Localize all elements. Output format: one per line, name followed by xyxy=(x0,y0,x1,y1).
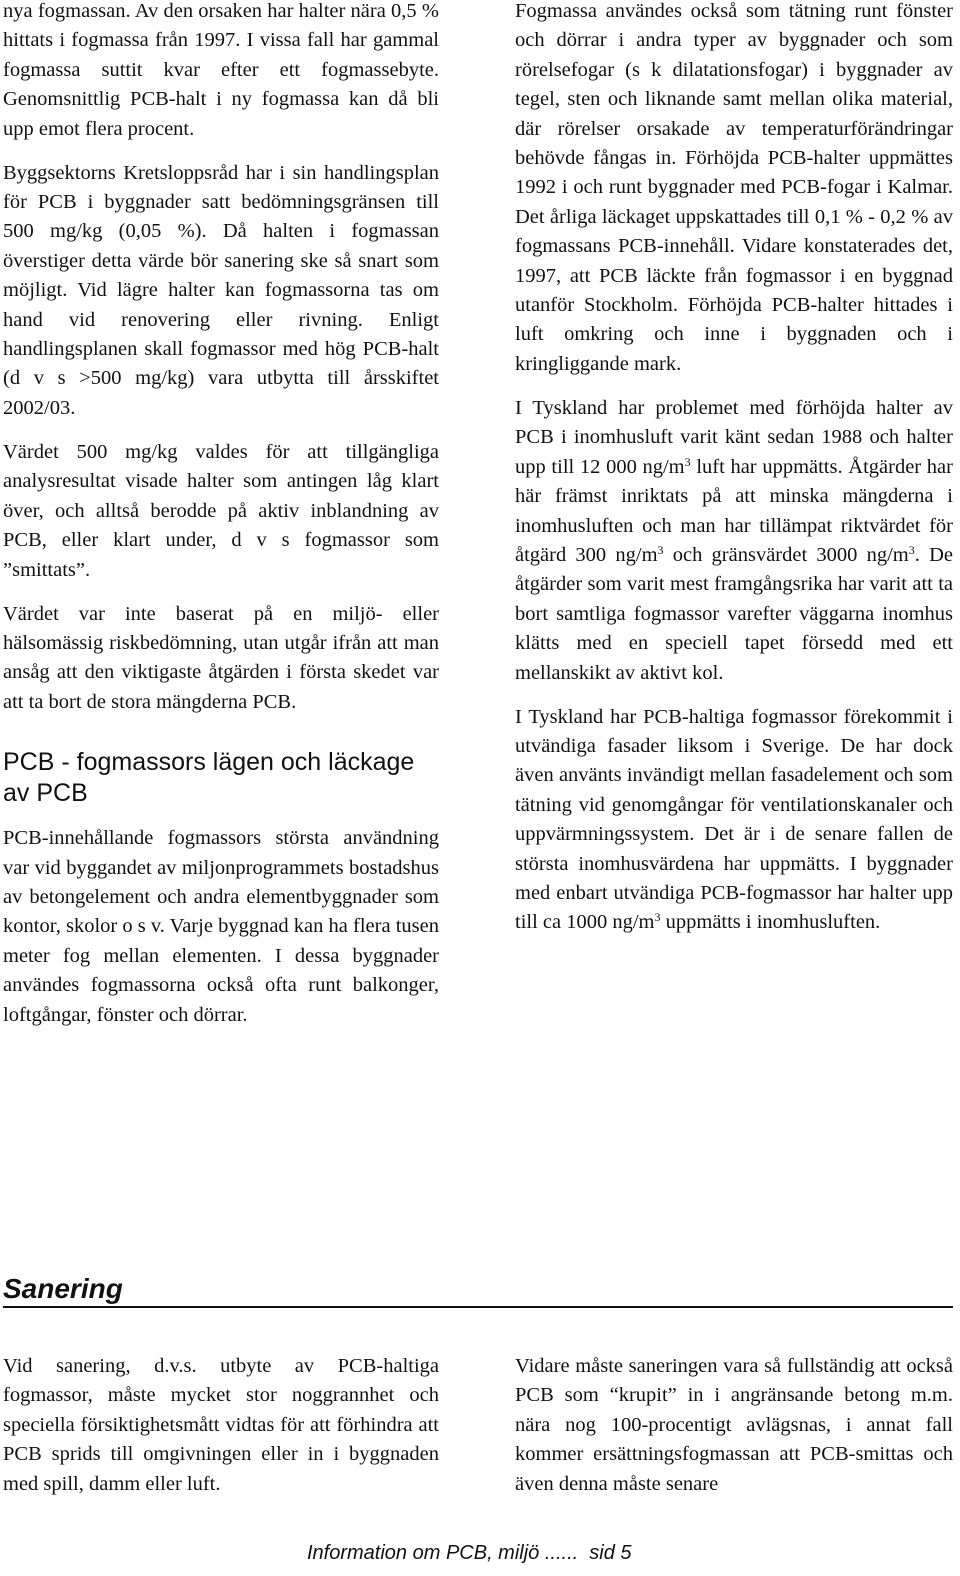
paragraph: Vid sanering, d.v.s. utbyte av PCB-haltiga fogmassor, måste mycket stor noggrannhet och speciella försiktighetsmått vidtas för att förhindra att PCB sprids till omgivningen eller in i byggnaden med spill, damm eller luft. xyxy=(3,1355,439,1495)
text-run: . De åtgärder som varit mest framgångsrika har varit att ta bort samtliga fogmassor varefter väggarna inomhus klätts med en speciell tapet försedd med ett mellanskikt av aktivt kol. xyxy=(515,543,953,684)
paragraph: Värdet 500 mg/kg valdes för att tillgängliga analysresultat visade halter som antingen låg klart över, och alltså berodde på aktiv inblandning av PCB, eller klart under, d v s fogmassor som ”smittats”. xyxy=(3,440,439,581)
paragraph: PCB-innehållande fogmassors största användning var vid byggandet av miljonprogrammets bostadshus av betongelement och andra elementbyggnader som kontor, skolor o s v. Varje byggnad kan ha flera tusen meter fog mellan elementen. I dessa byggnader användes fogmassorna också ofta runt balkonger, loftgångar, fönster och dörrar. xyxy=(3,827,439,1026)
subheading: PCB - fogmassors lägen och läckage av PCB xyxy=(3,748,415,808)
paragraph: Fogmassa användes också som tätning runt fönster och dörrar i andra typer av byggnader och som rörelsefogar (s k dilatationsfogar) i byggnader av tegel, sten och liknande samt mellan olika material, där rörelser orsakade av temperaturförändringar behövde fångas in. Förhöjda PCB-halter uppmättes 1992 i och runt byggnader med PCB-fogar i Kalmar. Det årliga läckaget uppskattades till 0,1 % - 0,2 % av fogmassans PCB-innehåll. Vidare konstaterades det, 1997, att PCB läckte från fogmassor i en byggnad utanför Stockholm. Förhöjda PCB-halter hittades i luft omkring och inne i byggnaden och i kringliggande mark. xyxy=(515,0,953,375)
superscript: 3 xyxy=(908,542,915,557)
paragraph: nya fogmassan. Av den orsaken har halter nära 0,5 % hittats i fogmassa från 1997. I vissa fall har gammal fogmassa suttit kvar efter ett fogmassebyte. Genomsnittlig PCB-halt i ny fogmassa kan då bli upp emot flera procent. xyxy=(3,0,439,140)
section-left-column xyxy=(3,1352,439,1499)
text-run: I Tyskland har problemet med förhöjda halter av PCB i inomhusluft varit känt sedan 1988 och halter upp till 12 000 ng/m xyxy=(515,396,953,478)
section-heading: Sanering xyxy=(3,1273,123,1304)
paragraph: Vidare måste saneringen vara så fullständig att också PCB som “krupit” in i angränsande betong m.m. nära nog 100-procentigt avlägsnas, i annat fall kommer ersättningsfogmassan att PCB-smittas och även denna måste senare xyxy=(515,1355,953,1495)
superscript: 3 xyxy=(654,910,661,925)
section-right-column xyxy=(515,1352,953,1499)
superscript: 3 xyxy=(684,454,691,469)
superscript: 3 xyxy=(657,542,664,557)
left-column xyxy=(3,0,439,1030)
text-run: I Tyskland har PCB-haltiga fogmassor förekommit i utvändiga fasader liksom i Sverige. De har dock även använts invändigt mellan fasadelement och som tätning vid genomgångar för ventilationskanaler och uppvärmningssystem. Det är i de senare fallen de största inomhusvärdena har uppmätts. I byggnader med enbart utvändiga PCB-fogmassor har halter upp till ca 1000 ng/m xyxy=(515,705,953,934)
section-heading-rule xyxy=(3,1272,953,1308)
text-run: luft har uppmätts. Åtgärder har här främst inriktats på att minska mängderna i inomhusluften och man har tillämpat riktvärdet för åtgärd 300 ng/m xyxy=(515,455,953,566)
right-column xyxy=(515,0,953,938)
page-footer: Information om PCB, miljö ...... sid 5 xyxy=(307,1542,632,1564)
paragraph xyxy=(515,703,953,938)
paragraph: Byggsektorns Kretsloppsråd har i sin handlingsplan för PCB i byggnader satt bedömningsgränsen till 500 mg/kg (0,05 %). Då halten i fogmassan överstiger detta värde bör sanering ske så snart som möjligt. Vid lägre halter kan fogmassorna tas om hand vid renovering eller rivning. Enligt handlingsplanen skall fogmassor med hög PCB-halt (d v s >500 mg/kg) vara utbytta till årsskiftet 2002/03. xyxy=(3,161,439,419)
paragraph: Värdet var inte baserat på en miljö- eller hälsomässig riskbedömning, utan utgår ifrån att man ansåg att den viktigaste åtgärden i första skedet var att ta bort de stora mängderna PCB. xyxy=(3,602,439,713)
paragraph xyxy=(515,394,953,688)
text-run: uppmätts i inomhusluften. xyxy=(660,911,881,934)
text-run: och gränsvärdet 3000 ng/m xyxy=(663,543,909,566)
